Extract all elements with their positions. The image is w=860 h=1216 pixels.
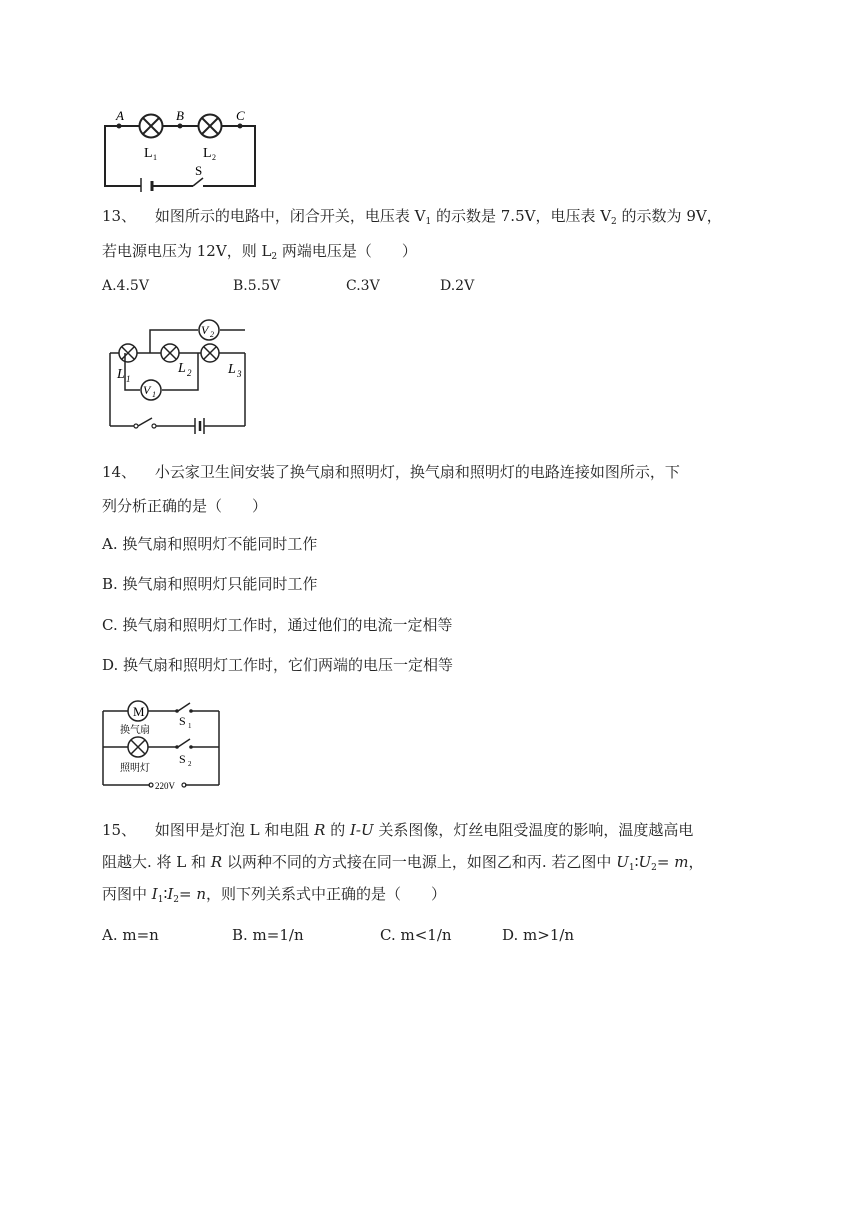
q13-option-b[interactable]: B.5.5V — [233, 278, 281, 294]
q14-option-a[interactable]: A. 换气扇和照明灯不能同时工作 — [102, 535, 318, 553]
fan-label: 换气扇 — [120, 725, 150, 736]
q15-number: 15、 — [102, 821, 137, 839]
voltage-label: 220V — [155, 781, 175, 791]
s2-subscript: 2 — [188, 760, 192, 768]
q15-line3: 丙图中 $I_1∶I_2= n$，则下列关系式中正确的是（ ） — [102, 885, 447, 905]
q14-line1: 14、 小云家卫生间安装了换气扇和照明灯，换气扇和照明灯的电路连接如图所示，下 — [102, 463, 680, 481]
v1-label: V — [143, 383, 151, 397]
q13-line2: 若电源电压为 12V，则 $L_2$ 两端电压是（ ） — [102, 242, 417, 262]
q14-line2: 列分析正确的是（ ） — [102, 497, 268, 515]
motor-symbol: M — [133, 704, 145, 719]
lamp2-label: L — [203, 146, 212, 161]
l3-subscript: 3 — [237, 369, 242, 379]
s2-label: S — [179, 752, 186, 766]
v2-subscript: 2 — [210, 330, 214, 339]
s1-label: S — [179, 714, 186, 728]
l2-subscript: 2 — [187, 368, 192, 378]
l2-label: L — [178, 361, 186, 376]
l1-subscript: 1 — [126, 374, 131, 384]
lamp1-subscript: 1 — [153, 153, 157, 162]
l3-label: L — [228, 362, 236, 377]
q15-line1: 15、 如图甲是灯泡 L 和电阻 R 的 I-U 关系图像，灯丝电阻受温度的影响，温度越高电 — [102, 821, 694, 839]
q15-line2: 阻越大. 将 L 和 R 以两种不同的方式接在同一电源上，如图乙和丙. 若乙图中 $U_1∶U_2= m$， — [102, 853, 704, 873]
point-c-label: C — [236, 108, 245, 123]
q15-option-c[interactable]: C. m<1/n — [380, 926, 452, 944]
lamp-label: 照明灯 — [120, 763, 150, 774]
q13-number: 13、 — [102, 207, 137, 225]
circuit-diagram-series-lamps — [95, 100, 265, 192]
q14-number: 14、 — [102, 463, 137, 481]
v1-subscript: 1 — [152, 390, 156, 399]
lamp1-label: L — [144, 146, 153, 161]
circuit-diagram-fan-lamp — [100, 697, 225, 795]
l1-label: L — [117, 367, 125, 382]
lamp2-subscript: 2 — [212, 153, 216, 162]
q14-option-d[interactable]: D. 换气扇和照明灯工作时，它们两端的电压一定相等 — [102, 656, 454, 674]
q13-option-d[interactable]: D.2V — [440, 278, 475, 294]
q13-option-c[interactable]: C.3V — [346, 278, 380, 294]
q15-option-b[interactable]: B. m=1/n — [232, 926, 304, 944]
q14-option-c[interactable]: C. 换气扇和照明灯工作时，通过他们的电流一定相等 — [102, 616, 453, 634]
circuit-diagram-voltmeters — [100, 318, 255, 436]
v2-label: V — [201, 323, 209, 337]
q14-option-b[interactable]: B. 换气扇和照明灯只能同时工作 — [102, 575, 318, 593]
q15-option-a[interactable]: A. m=n — [102, 926, 159, 944]
q13-option-a[interactable]: A.4.5V — [102, 278, 149, 294]
q15-option-d[interactable]: D. m>1/n — [502, 926, 575, 944]
point-a-label: A — [116, 108, 124, 123]
s1-subscript: 1 — [188, 722, 192, 730]
q13-line1: 13、 如图所示的电路中，闭合开关，电压表 $V_1$ 的示数是 7.5V，电压表 $V_2$ 的示数为 9V， — [102, 207, 722, 227]
switch-label: S — [195, 163, 203, 178]
point-b-label: B — [176, 108, 184, 123]
